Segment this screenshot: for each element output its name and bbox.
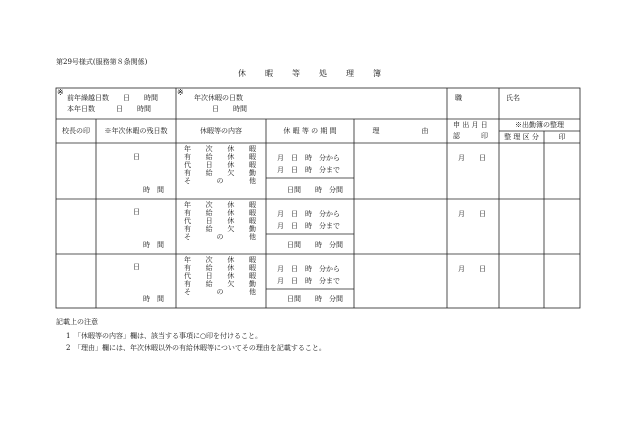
period-total: 日間 時 分間 (287, 295, 343, 303)
period-total: 日間 時 分間 (287, 186, 343, 194)
application-date: 月 日 (458, 210, 486, 218)
leave-kind-list: 年 次 休 暇 有 給 休 暇 代 日 休 暇 有 給 欠 勤 そ の 他 (184, 145, 256, 185)
col-attendance-header: ※出勤簿の整理 (515, 121, 564, 129)
annual-leave-days-label: 年次休暇の日数 (194, 94, 243, 102)
document-title: 休 暇 等 処 理 簿 (238, 69, 382, 78)
col-remaining-days: ※年次休暇の残日数 (104, 127, 168, 135)
period-to: 月 日 時 分まで (277, 222, 340, 230)
carryover-days-label: 前年繰越日数 日 時間 (67, 94, 158, 102)
col-leave-content: 休暇等の内容 (200, 127, 242, 135)
application-date: 月 日 (458, 265, 486, 273)
position-label: 職 (455, 94, 462, 102)
annual-leave-days-value: 日 時間 (212, 105, 247, 113)
leave-kind-list: 年 次 休 暇 有 給 休 暇 代 日 休 暇 有 給 欠 勤 そ の 他 (184, 256, 256, 296)
period-from: 月 日 時 分から (277, 210, 340, 218)
period-total: 日間 時 分間 (287, 241, 343, 249)
period-from: 月 日 時 分から (277, 154, 340, 162)
period-to: 月 日 時 分まで (277, 277, 340, 285)
note-item: 1 「休暇等の内容」欄は、該当する事項に○印を付けること。 (66, 332, 263, 340)
notes-heading: 記載上の注意 (56, 318, 98, 326)
remaining-time-unit: 時 間 (143, 241, 164, 249)
note-item: 2 「理由」欄には、年次休暇以外の有給休暇等についてその理由を記載すること。 (66, 344, 326, 352)
application-date: 月 日 (458, 154, 486, 162)
col-reason: 理 由 (372, 127, 429, 135)
col-application-date: 申 出 月 日 (453, 121, 488, 129)
remaining-day-unit: 日 (133, 263, 140, 271)
form-code: 第29号様式(服務第８条関係) (56, 58, 148, 66)
period-from: 月 日 時 分から (277, 265, 340, 273)
col-attendance-class: 整 理 区 分 (504, 133, 539, 141)
annual-note-mark: ※ (177, 88, 184, 97)
col-leave-period: 休 暇 等 の 期 間 (283, 127, 337, 135)
remaining-day-unit: 日 (133, 208, 140, 216)
carryover-note-mark: ※ (57, 88, 64, 97)
col-principal-seal: 校長の印 (62, 127, 90, 135)
name-label: 氏名 (506, 94, 520, 102)
remaining-day-unit: 日 (133, 153, 140, 161)
leave-kind-list: 年 次 休 暇 有 給 休 暇 代 日 休 暇 有 給 欠 勤 そ の 他 (184, 201, 256, 241)
col-approval-seal: 認 印 (453, 132, 488, 140)
remaining-time-unit: 時 間 (143, 186, 164, 194)
current-days-label: 本年日数 日 時間 (67, 105, 151, 113)
remaining-time-unit: 時 間 (143, 295, 164, 303)
col-attendance-seal: 印 (558, 133, 566, 141)
period-to: 月 日 時 分まで (277, 166, 340, 174)
